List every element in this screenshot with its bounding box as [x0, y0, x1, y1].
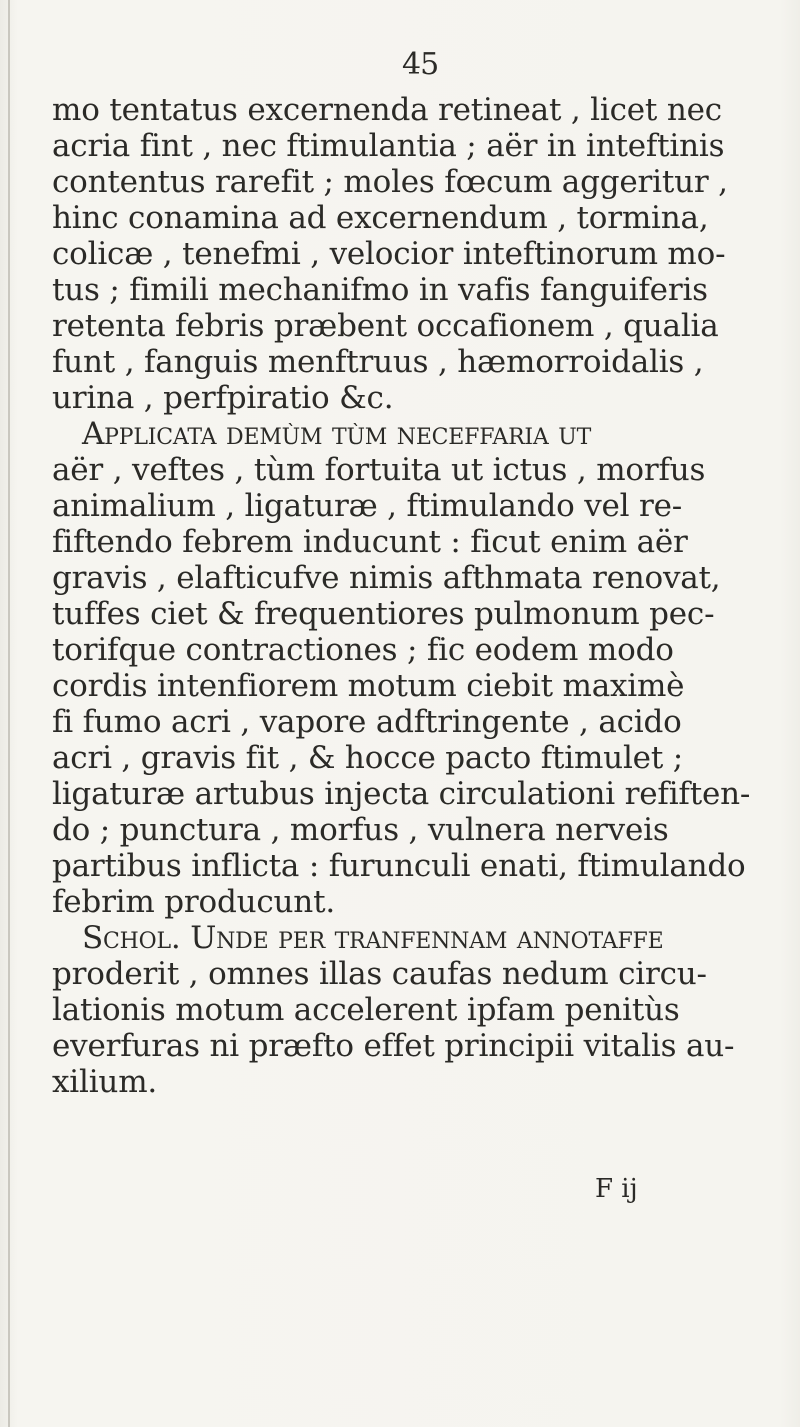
text-line: urina , perfpiratio &c.: [52, 380, 394, 416]
text-line: ligaturæ artubus injecta circulationi refiften-: [52, 776, 751, 812]
page-edge: [8, 0, 10, 1427]
text-line: proderit , omnes illas caufas nedum circu-: [52, 956, 707, 992]
text-line: animalium , ligaturæ , ftimulando vel re-: [52, 488, 683, 524]
text-line: hinc conamina ad excernendum , tormina,: [52, 200, 709, 236]
text-line: do ; punctura , morfus , vulnera nerveis: [52, 812, 669, 848]
text-line: febrim producunt.: [52, 884, 335, 920]
signature-mark: F ij: [595, 1174, 638, 1204]
text-line: fiftendo febrem inducunt : ficut enim aër: [52, 524, 688, 560]
body-text: [52, 92, 751, 1100]
text-line: tuffes ciet & frequentiores pulmonum pec-: [52, 596, 715, 632]
text-line: cordis intenfiorem motum ciebit maximè: [52, 668, 685, 704]
text-line: aër , veftes , tùm fortuita ut ictus , morfus: [52, 452, 706, 488]
text-line: mo tentatus excernenda retineat , licet nec: [52, 92, 722, 128]
text-line: lationis motum accelerent ipfam penitùs: [52, 992, 680, 1028]
text-line: contentus rarefit ; moles fœcum aggeritur ,: [52, 164, 728, 200]
text-line: acri , gravis fit , & hocce pacto ftimulet ;: [52, 740, 683, 776]
scholium-line: Schol. Unde per tranfennam annotaffe: [82, 920, 664, 956]
text-line: torifque contractiones ; fic eodem modo: [52, 632, 674, 668]
page-number: 45: [402, 47, 439, 82]
text-line: retenta febris præbent occafionem , qualia: [52, 308, 719, 344]
text-line: gravis , elafticufve nimis afthmata renovat,: [52, 560, 721, 596]
text-line: tus ; fimili mechanifmo in vafis fanguiferis: [52, 272, 708, 308]
text-line: acria fint , nec ftimulantia ; aër in inteftinis: [52, 128, 725, 164]
text-line: funt , fanguis menftruus , hæmorroidalis ,: [52, 344, 704, 380]
text-line: everfuras ni præfto effet principii vitalis au-: [52, 1028, 735, 1064]
text-line: colicæ , tenefmi , velocior inteftinorum mo-: [52, 236, 726, 272]
text-line: partibus inflicta : furunculi enati, ftimulando: [52, 848, 746, 884]
text-line: xilium.: [52, 1064, 158, 1100]
text-line: fi fumo acri , vapore adftringente , acido: [52, 704, 682, 740]
section-heading-line: Applicata demùm tùm neceffaria ut: [82, 416, 592, 452]
